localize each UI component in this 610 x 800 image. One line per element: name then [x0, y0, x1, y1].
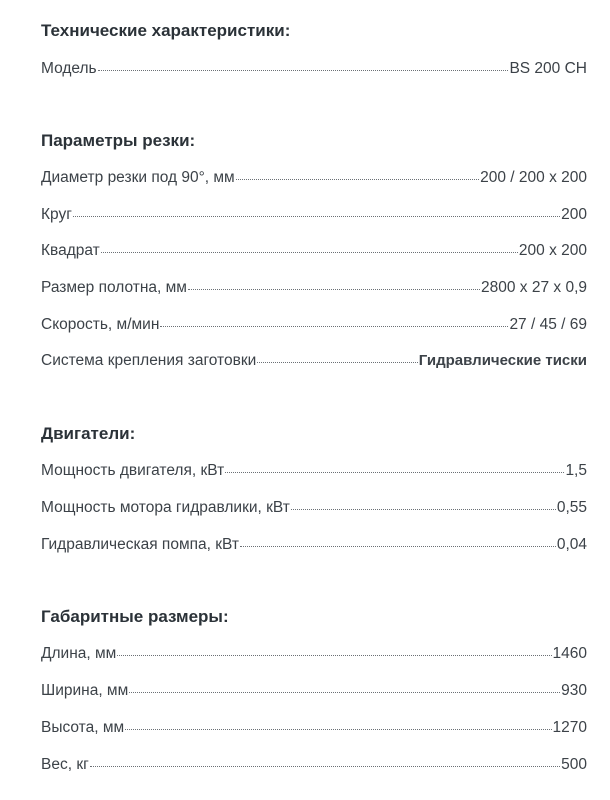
spec-value: 500	[561, 756, 587, 773]
spec-row-blade-size	[41, 277, 587, 299]
spec-label: Мощность двигателя, кВт	[41, 462, 225, 479]
dot-leader	[225, 472, 564, 473]
spec-value: 0,55	[556, 499, 587, 516]
section-title-cutting: Параметры резки:	[41, 131, 196, 150]
dot-leader	[236, 179, 479, 180]
spec-row-length	[41, 643, 587, 665]
spec-label: Размер полотна, мм	[41, 279, 187, 296]
spec-row-hydraulic-motor	[41, 497, 587, 519]
spec-label: Мощность мотора гидравлики, кВт	[41, 499, 290, 516]
spec-label: Модель	[41, 60, 97, 77]
spec-value: 930	[561, 682, 587, 699]
section-title-specs: Технические характеристики:	[41, 21, 291, 40]
spec-label: Длина, мм	[41, 645, 117, 662]
spec-label: Высота, мм	[41, 719, 125, 736]
spec-row-weight	[41, 754, 587, 776]
spec-row-hydraulic-pump	[41, 534, 587, 556]
spec-row-clamping	[41, 350, 587, 372]
spec-row-motor-power	[41, 460, 587, 482]
dot-leader	[257, 362, 417, 363]
dot-leader	[188, 289, 480, 290]
dot-leader	[98, 70, 509, 71]
spec-value: 200 / 200 х 200	[480, 169, 587, 186]
spec-row-height	[41, 717, 587, 739]
spec-value: 1270	[552, 719, 587, 736]
spec-value: 1460	[552, 645, 587, 662]
spec-row-square	[41, 240, 587, 262]
dot-leader	[101, 252, 518, 253]
dot-leader	[125, 729, 551, 730]
dot-leader	[90, 766, 560, 767]
spec-value: 1,5	[565, 462, 587, 479]
dot-leader	[240, 546, 556, 547]
spec-row-cut-diameter	[41, 167, 587, 189]
spec-row-model	[41, 58, 587, 80]
spec-label: Система крепления заготовки	[41, 352, 257, 369]
spec-label: Ширина, мм	[41, 682, 129, 699]
spec-row-round	[41, 204, 587, 226]
spec-label: Скорость, м/мин	[41, 316, 160, 333]
spec-row-width	[41, 680, 587, 702]
spec-row-speed	[41, 314, 587, 336]
spec-label: Круг	[41, 206, 72, 223]
spec-value: 2800 х 27 х 0,9	[481, 279, 587, 296]
spec-value: 0,04	[556, 536, 587, 553]
dot-leader	[129, 692, 560, 693]
dot-leader	[291, 509, 556, 510]
spec-value: 200 х 200	[518, 242, 587, 259]
spec-label: Гидравлическая помпа, кВт	[41, 536, 239, 553]
section-title-dimensions: Габаритные размеры:	[41, 607, 229, 626]
spec-value: Гидравлические тиски	[418, 352, 587, 369]
spec-label: Диаметр резки под 90°, мм	[41, 169, 235, 186]
dot-leader	[160, 326, 508, 327]
spec-value: BS 200 CH	[509, 60, 587, 77]
spec-value: 27 / 45 / 69	[509, 316, 587, 333]
dot-leader	[117, 655, 551, 656]
dot-leader	[73, 216, 560, 217]
spec-label: Вес, кг	[41, 756, 89, 773]
spec-value: 200	[561, 206, 587, 223]
spec-label: Квадрат	[41, 242, 100, 259]
section-title-motors: Двигатели:	[41, 424, 136, 443]
